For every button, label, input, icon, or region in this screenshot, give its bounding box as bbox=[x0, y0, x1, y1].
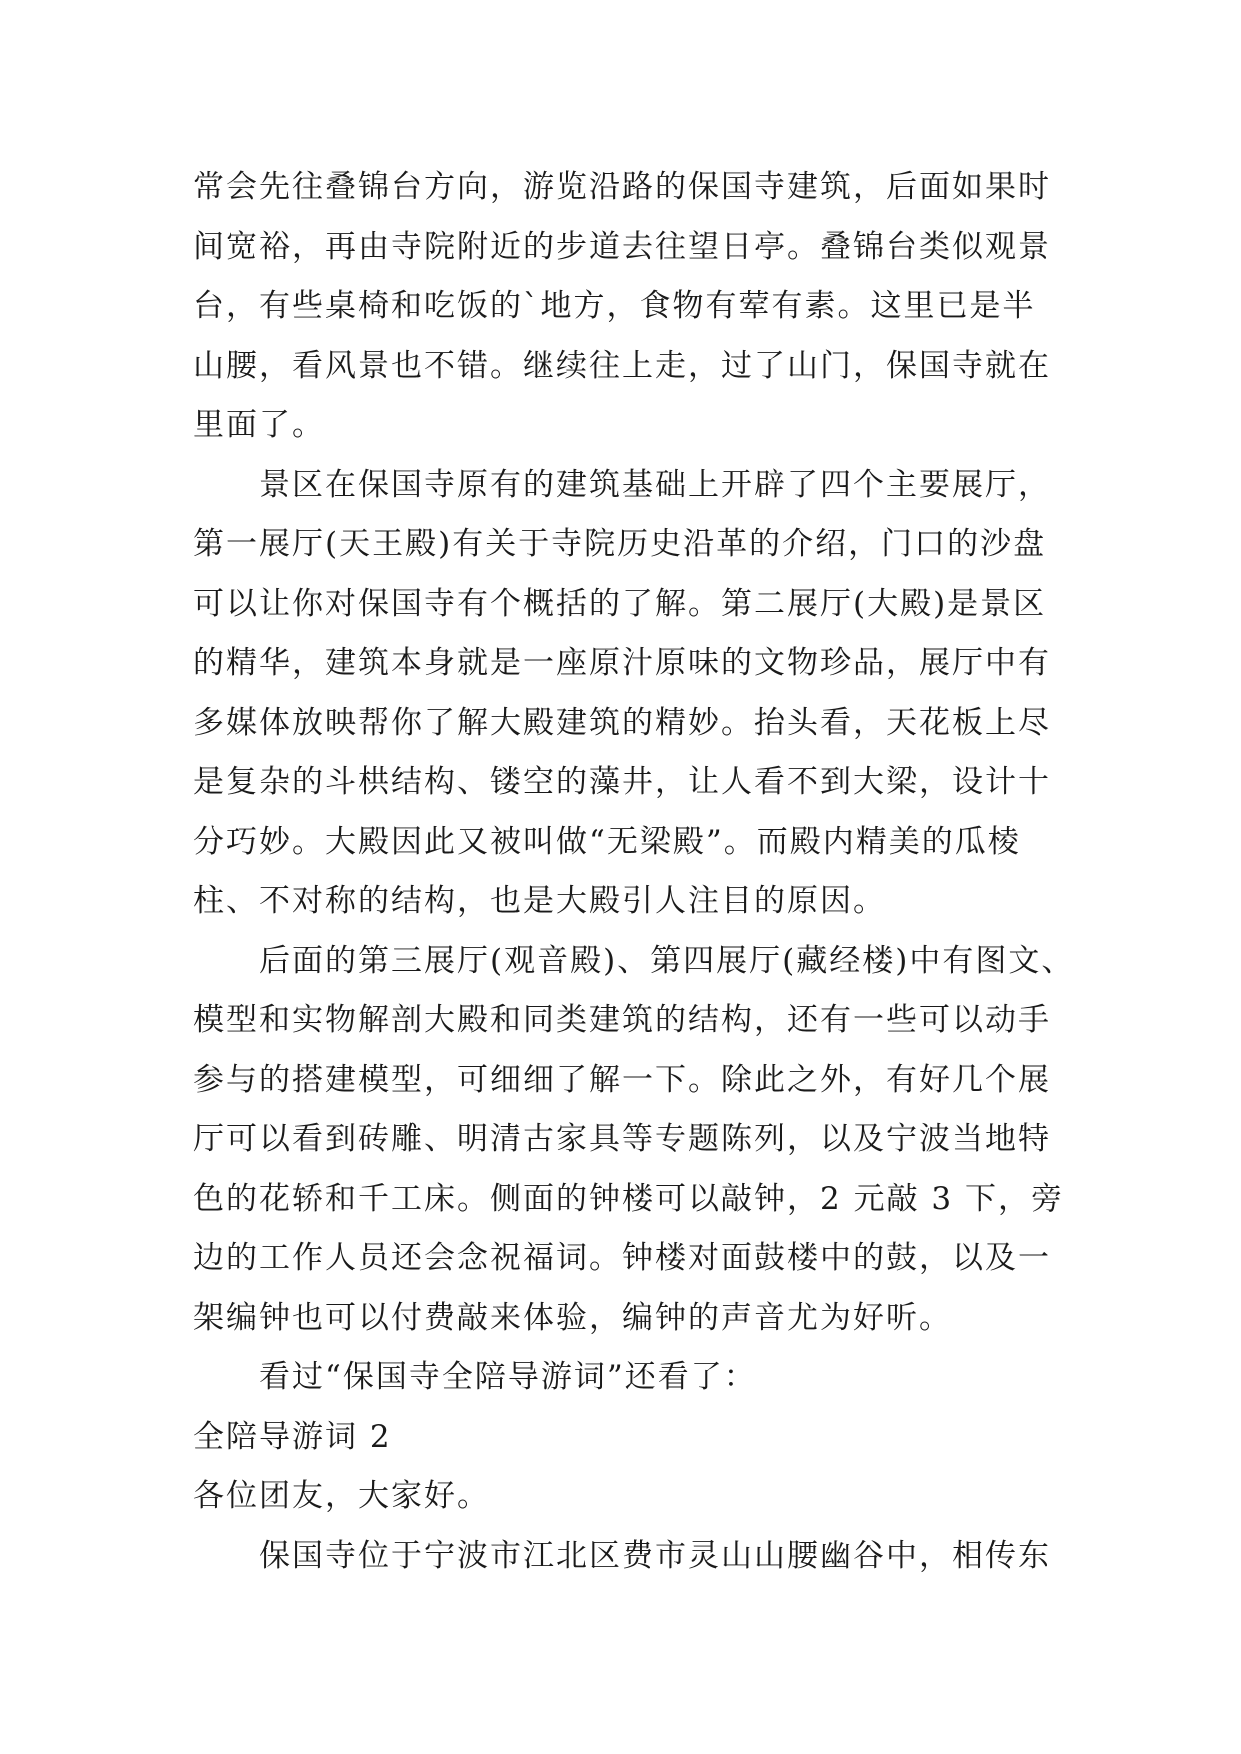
text-line: 各位团友，大家好。 bbox=[193, 1478, 490, 1514]
text-line: 的精华，建筑本身就是一座原汁原味的文物珍品，展厅中有 bbox=[193, 645, 1051, 681]
paragraph-3 bbox=[193, 932, 1075, 1349]
text-line: 分巧妙。大殿因此又被叫做“无梁殿”。而殿内精美的瓜棱 bbox=[193, 823, 1021, 860]
text-line: 色的花轿和千工床。侧面的钟楼可以敲钟，2 元敲 3 下，旁 bbox=[193, 1180, 1065, 1217]
text-line: 架编钟也可以付费敲来体验，编钟的声音尤为好听。 bbox=[193, 1299, 952, 1336]
text-line: 多媒体放映帮你了解大殿建筑的精妙。抬头看，天花板上尽 bbox=[193, 704, 1051, 741]
text-line: 模型和实物解剖大殿和同类建筑的结构，还有一些可以动手 bbox=[193, 1002, 1051, 1038]
text-line: 里面了。 bbox=[193, 407, 325, 443]
paragraph-4 bbox=[193, 1348, 1053, 1408]
document-body bbox=[193, 158, 1075, 1586]
text-line: 景区在保国寺原有的建筑基础上开辟了四个主要展厅， bbox=[259, 466, 1051, 503]
text-line: 后面的第三展厅(观音殿)、第四展厅(藏经楼)中有图文、 bbox=[259, 942, 1075, 979]
text-line: 第一展厅(天王殿)有关于寺院历史沿革的介绍，门口的沙盘 bbox=[193, 526, 1047, 562]
greeting-paragraph bbox=[193, 1467, 1053, 1527]
text-line: 边的工作人员还会念祝福词。钟楼对面鼓楼中的鼓，以及一 bbox=[193, 1240, 1051, 1276]
paragraph-5 bbox=[193, 1527, 1053, 1587]
paragraph-2 bbox=[193, 456, 1053, 932]
text-line: 看过“保国寺全陪导游词”还看了： bbox=[259, 1359, 757, 1395]
text-line: 间宽裕，再由寺院附近的步道去往望日亭。叠锦台类似观景 bbox=[193, 228, 1051, 265]
paragraph-1 bbox=[193, 158, 1053, 456]
text-line: 参与的搭建模型，可细细了解一下。除此之外，有好几个展 bbox=[193, 1061, 1051, 1098]
section-heading bbox=[193, 1408, 1053, 1468]
text-line: 台，有些桌椅和吃饭的`地方，食物有荤有素。这里已是半 bbox=[193, 288, 1036, 324]
text-line: 可以让你对保国寺有个概括的了解。第二展厅(大殿)是景区 bbox=[193, 585, 1047, 622]
text-line: 保国寺位于宁波市江北区费市灵山山腰幽谷中，相传东 bbox=[259, 1537, 1051, 1574]
text-line: 厅可以看到砖雕、明清古家具等专题陈列，以及宁波当地特 bbox=[193, 1121, 1051, 1157]
text-line: 山腰，看风景也不错。继续往上走，过了山门，保国寺就在 bbox=[193, 347, 1051, 384]
text-line: 常会先往叠锦台方向，游览沿路的保国寺建筑，后面如果时 bbox=[193, 169, 1051, 205]
text-line: 是复杂的斗栱结构、镂空的藻井，让人看不到大梁，设计十 bbox=[193, 764, 1051, 800]
text-line: 全陪导游词 2 bbox=[193, 1418, 392, 1455]
text-line: 柱、不对称的结构，也是大殿引人注目的原因。 bbox=[193, 883, 886, 919]
